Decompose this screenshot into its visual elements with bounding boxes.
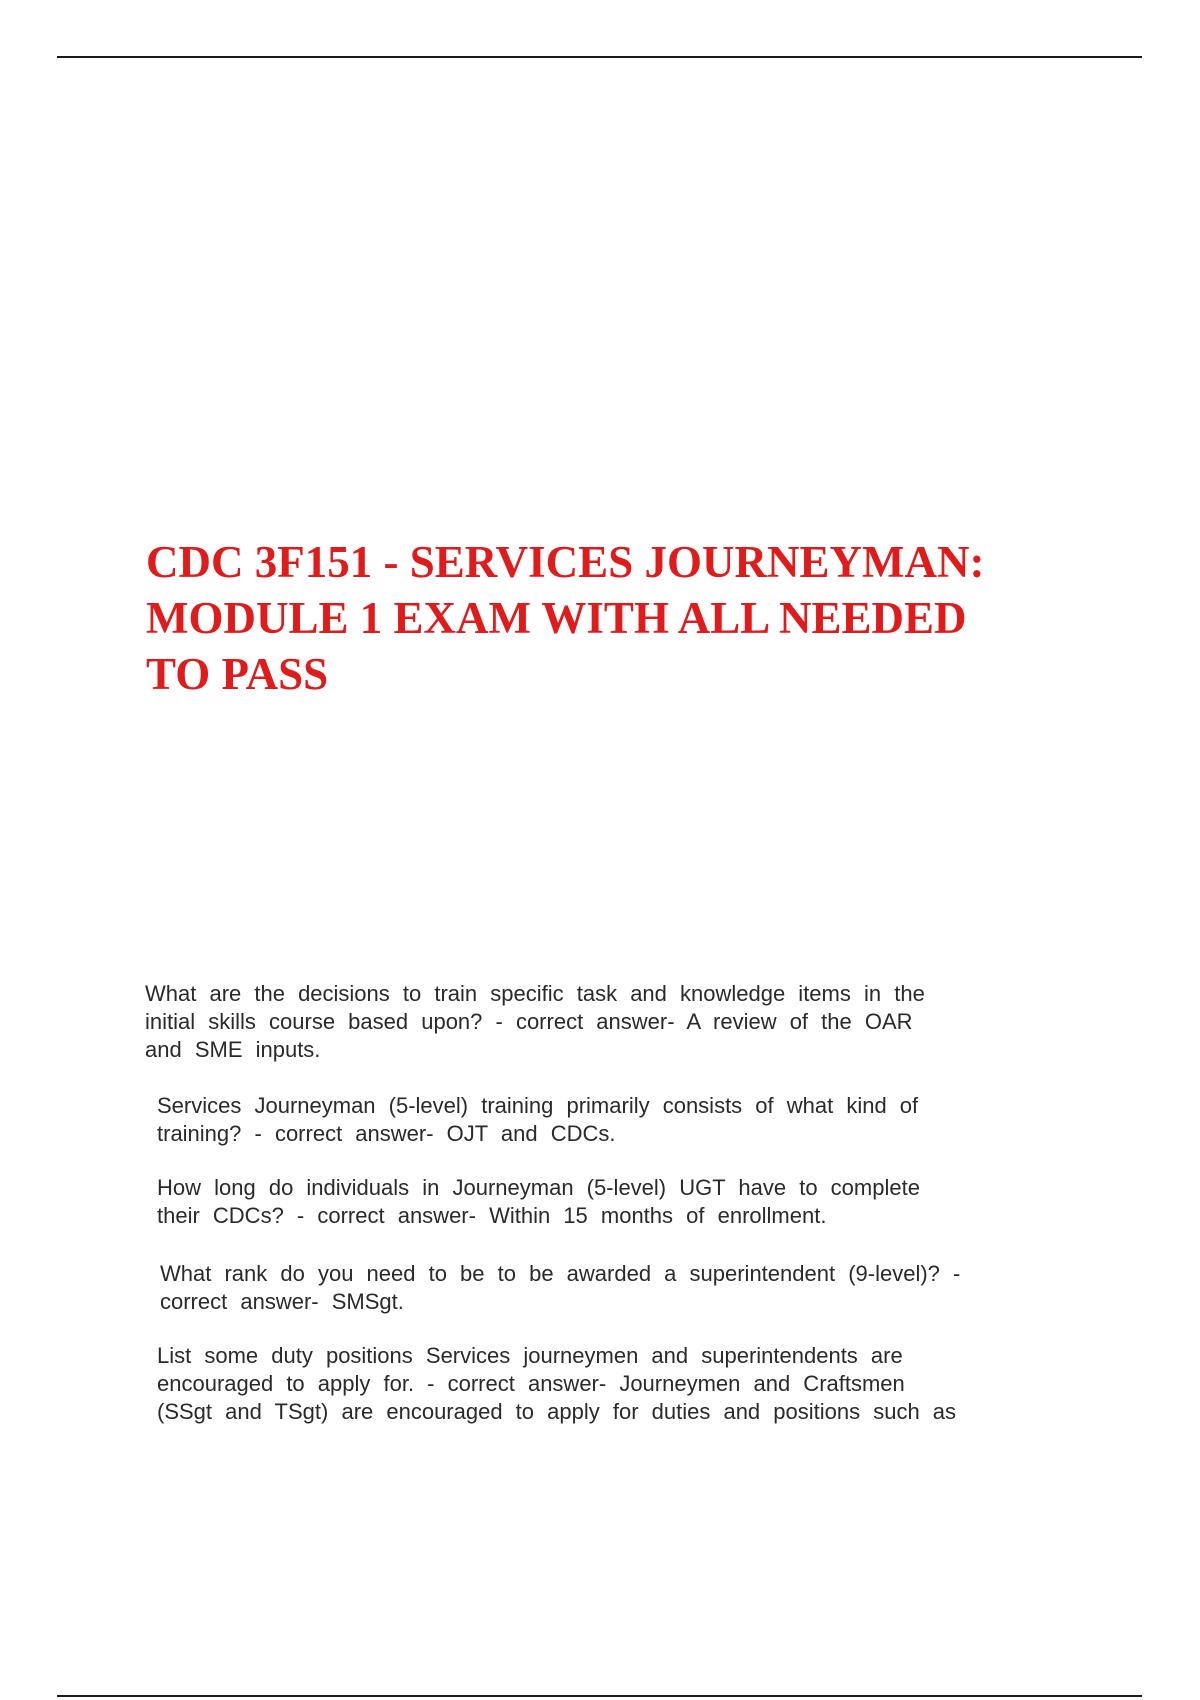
document-title: CDC 3F151 - SERVICES JOURNEYMAN: MODULE 1 EXAM WITH ALL NEEDED TO PASS — [146, 537, 985, 699]
top-rule — [57, 56, 1142, 58]
qa-item-4: What rank do you need to be to be awarded a superintendent (9-level)? - correct answer- SMSgt. — [160, 1261, 961, 1314]
qa-item-1: What are the decisions to train specific task and knowledge items in the initial skills course based upon? - correct answer- A review of the OAR and SME inputs. — [145, 981, 925, 1062]
bottom-rule — [57, 1695, 1142, 1697]
qa-item-2: Services Journeyman (5-level) training primarily consists of what kind of training? - correct answer- OJT and CDCs. — [157, 1093, 919, 1146]
qa-item-3: How long do individuals in Journeyman (5-level) UGT have to complete their CDCs? - correct answer- Within 15 months of enrollment. — [157, 1175, 920, 1228]
qa-item-5: List some duty positions Services journeymen and superintendents are encouraged to apply for. - correct answer- Journeymen and Craftsmen (SSgt and TSgt) are encouraged to apply for duties and positions such as — [157, 1343, 957, 1424]
